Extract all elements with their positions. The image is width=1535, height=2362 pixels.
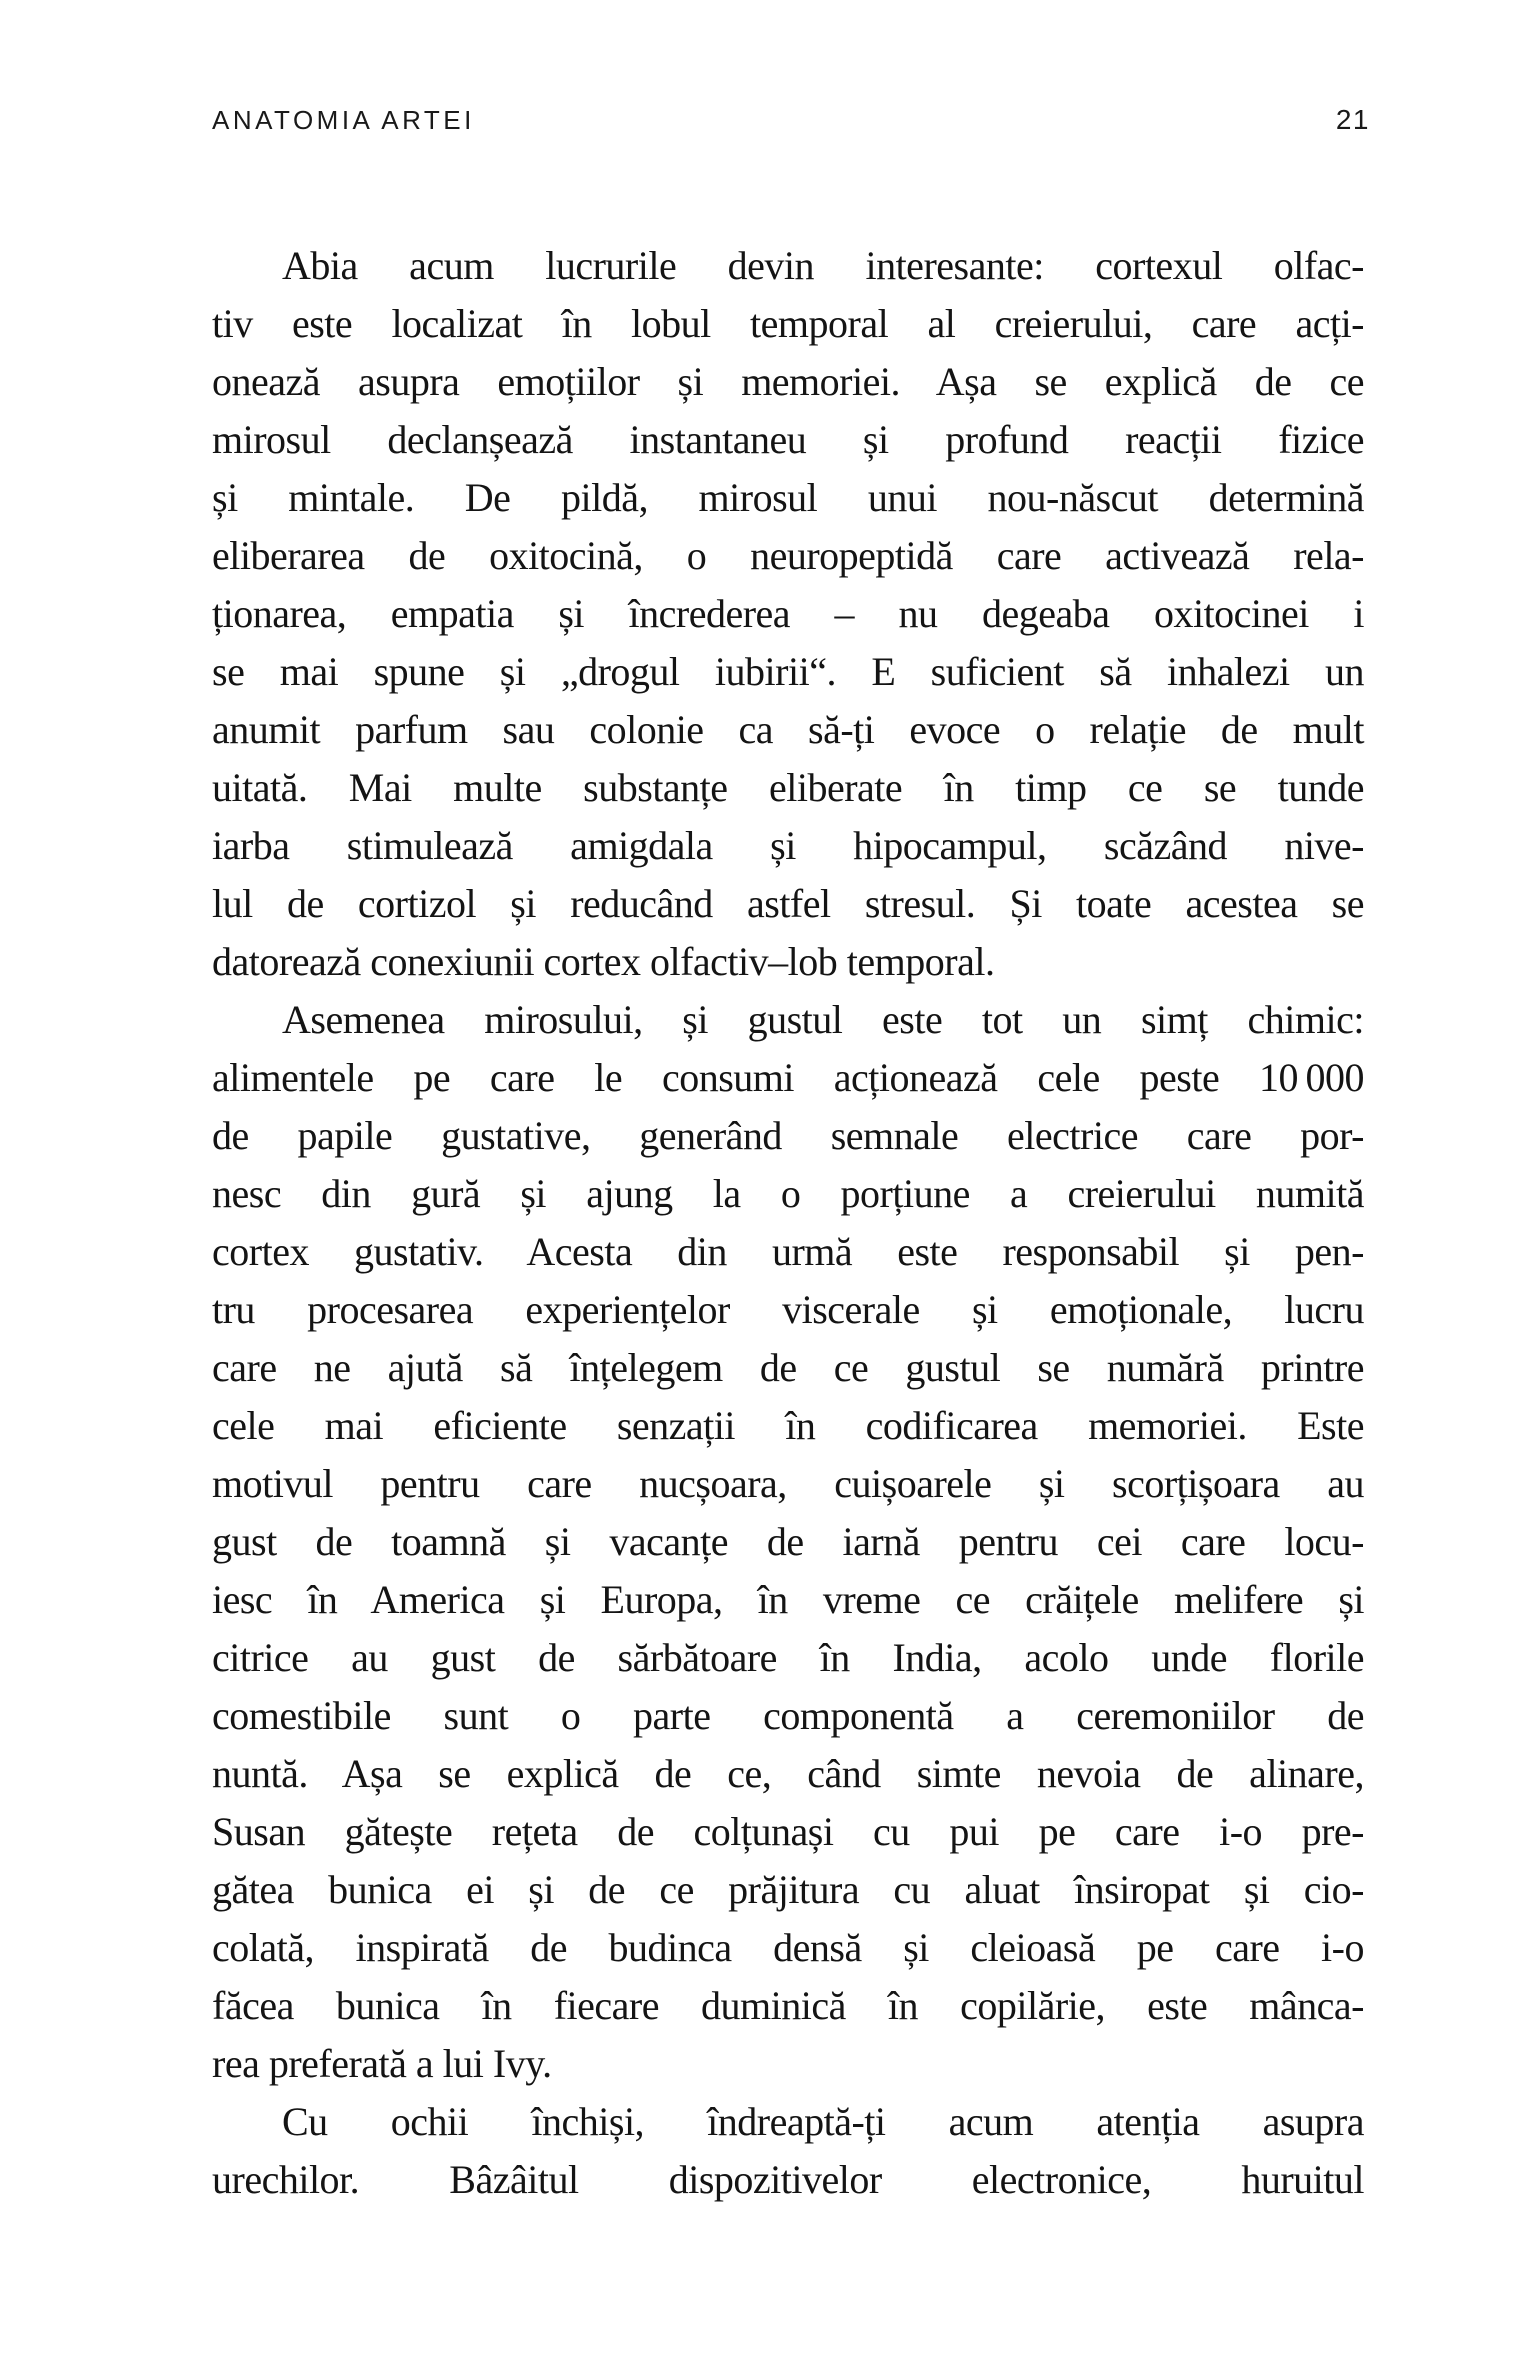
text-line: iesc în America și Europa, în vreme ce crăițele melifere și bbox=[212, 1577, 1364, 1622]
text-line: de papile gustative, generând semnale electrice care por- bbox=[212, 1113, 1364, 1158]
text-line: gătea bunica ei și de ce prăjitura cu aluat însiropat și cio- bbox=[212, 1867, 1364, 1912]
text-line: cortex gustativ. Acesta din urmă este responsabil și pen- bbox=[212, 1229, 1364, 1274]
text-line: alimentele pe care le consumi acționează cele peste 10 000 bbox=[212, 1055, 1364, 1100]
text-block bbox=[212, 237, 1364, 2209]
text-line: tiv este localizat în lobul temporal al creierului, care acți- bbox=[212, 301, 1364, 346]
text-line: nuntă. Așa se explică de ce, când simte nevoia de alinare, bbox=[212, 1751, 1364, 1796]
running-title: ANATOMIA ARTEI bbox=[212, 105, 475, 135]
text-line: și mintale. De pildă, mirosul unui nou-născut determină bbox=[212, 475, 1364, 520]
text-line: iarba stimulează amigdala și hipocampul, scăzând nive- bbox=[212, 823, 1364, 868]
text-line: lul de cortizol și reducând astfel stresul. Și toate acestea se bbox=[212, 881, 1364, 926]
text-line: se mai spune și „drogul iubirii“. E suficient să inhalezi un bbox=[212, 649, 1364, 694]
text-line: făcea bunica în fiecare duminică în copilărie, este mânca- bbox=[212, 1983, 1364, 2028]
text-line: rea preferată a lui Ivy. bbox=[212, 2041, 552, 2086]
page-number: 21 bbox=[1335, 104, 1370, 135]
text-line: anumit parfum sau colonie ca să-ți evoce o relație de mult bbox=[212, 707, 1364, 752]
text-line: comestibile sunt o parte componentă a ceremoniilor de bbox=[212, 1693, 1364, 1738]
text-line: Asemenea mirosului, și gustul este tot un simț chimic: bbox=[282, 997, 1364, 1042]
text-line: care ne ajută să înțelegem de ce gustul se numără printre bbox=[212, 1345, 1364, 1390]
page-header bbox=[212, 104, 1370, 136]
text-line: onează asupra emoțiilor și memoriei. Așa se explică de ce bbox=[212, 359, 1364, 404]
text-line: eliberarea de oxitocină, o neuropeptidă care activează rela- bbox=[212, 533, 1364, 578]
text-line: tru procesarea experiențelor viscerale și emoționale, lucru bbox=[212, 1287, 1364, 1332]
text-line: motivul pentru care nucșoara, cuișoarele și scorțișoara au bbox=[212, 1461, 1364, 1506]
text-line: ționarea, empatia și încrederea – nu degeaba oxitocinei i bbox=[212, 591, 1364, 636]
text-line: gust de toamnă și vacanțe de iarnă pentru cei care locu- bbox=[212, 1519, 1364, 1564]
text-line: cele mai eficiente senzații în codificarea memoriei. Este bbox=[212, 1403, 1364, 1448]
text-line: Abia acum lucrurile devin interesante: cortexul olfac- bbox=[282, 243, 1364, 288]
text-line: mirosul declanșează instantaneu și profund reacții fizice bbox=[212, 417, 1364, 462]
text-line: nesc din gură și ajung la o porțiune a creierului numită bbox=[212, 1171, 1364, 1216]
text-line: Cu ochii închiși, îndreaptă-ți acum atenția asupra bbox=[282, 2099, 1364, 2144]
text-line: citrice au gust de sărbătoare în India, acolo unde florile bbox=[212, 1635, 1364, 1680]
text-line: uitată. Mai multe substanțe eliberate în timp ce se tunde bbox=[212, 765, 1364, 810]
text-line: colată, inspirată de budinca densă și cleioasă pe care i-o bbox=[212, 1925, 1364, 1970]
text-line: Susan gătește rețeta de colțunași cu pui pe care i-o pre- bbox=[212, 1809, 1364, 1854]
text-line: urechilor. Bâzâitul dispozitivelor electronice, huruitul bbox=[212, 2157, 1364, 2202]
text-line: datorează conexiunii cortex olfactiv–lob temporal. bbox=[212, 939, 995, 984]
